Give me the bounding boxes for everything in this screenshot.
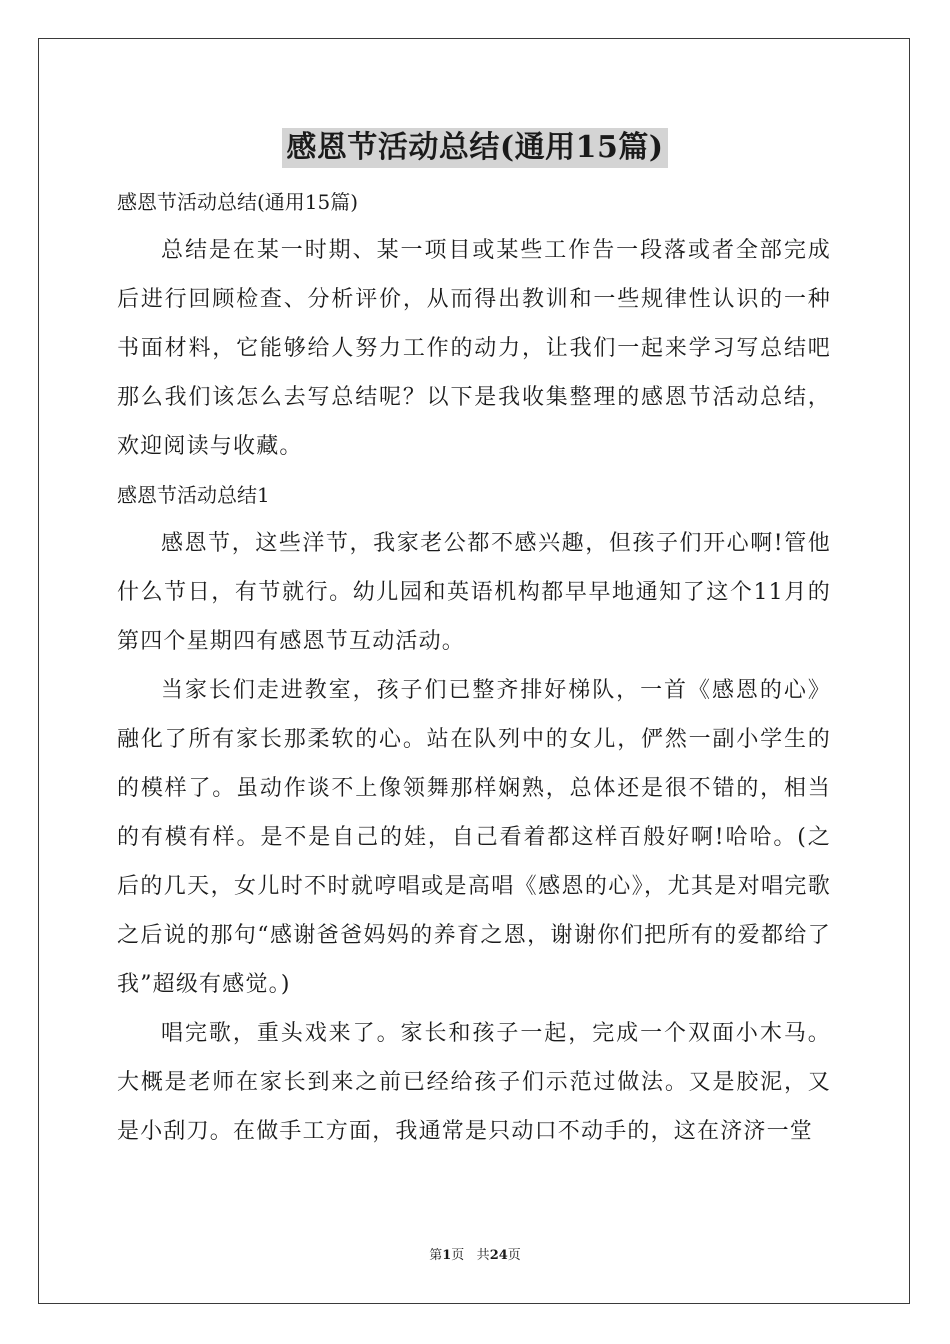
page-label-suffix: 页 bbox=[451, 1248, 465, 1263]
total-label-suffix: 页 bbox=[507, 1248, 521, 1263]
document-body bbox=[117, 178, 831, 1156]
document-title: 感恩节活动总结(通用15篇) bbox=[282, 128, 667, 168]
section-heading: 感恩节活动总结1 bbox=[117, 483, 270, 507]
document-subtitle: 感恩节活动总结(通用15篇) bbox=[117, 190, 359, 214]
page-footer bbox=[0, 1247, 950, 1265]
current-page-number: 1 bbox=[442, 1248, 452, 1263]
title-container bbox=[0, 128, 950, 168]
total-label-prefix: 共 bbox=[476, 1248, 490, 1263]
body-paragraph: 感恩节，这些洋节，我家老公都不感兴趣，但孩子们开心啊!管他什么节日，有节就行。幼儿园和英语机构都早早地通知了这个11月的第四个星期四有感恩节互动活动。 bbox=[117, 531, 831, 654]
body-paragraph: 当家长们走进教室，孩子们已整齐排好梯队，一首《感恩的心》融化了所有家长那柔软的心。站在队列中的女儿，俨然一副小学生的的模样了。虽动作谈不上像领舞那样娴熟，总体还是很不错的，相当的有模有样。是不是自己的娃，自己看着都这样百般好啊!哈哈。(之后的几天，女儿时不时就哼唱或是高唱《感恩的心》，尤其是对唱完歌之后说的那句“感谢爸爸妈妈的养育之恩，谢谢你们把所有的爱都给了我”超级有感觉。) bbox=[117, 678, 831, 997]
body-paragraph: 唱完歌，重头戏来了。家长和孩子一起，完成一个双面小木马。大概是老师在家长到来之前已经给孩子们示范过做法。又是胶泥，又是小刮刀。在做手工方面，我通常是只动口不动手的，这在济济一堂 bbox=[117, 1021, 831, 1144]
total-page-count: 24 bbox=[489, 1248, 508, 1263]
page-label-prefix: 第 bbox=[429, 1248, 443, 1263]
intro-paragraph: 总结是在某一时期、某一项目或某些工作告一段落或者全部完成后进行回顾检查、分析评价，从而得出教训和一些规律性认识的一种书面材料，它能够给人努力工作的动力，让我们一起来学习写总结吧那么我们该怎么去写总结呢？以下是我收集整理的感恩节活动总结，欢迎阅读与收藏。 bbox=[117, 238, 831, 459]
